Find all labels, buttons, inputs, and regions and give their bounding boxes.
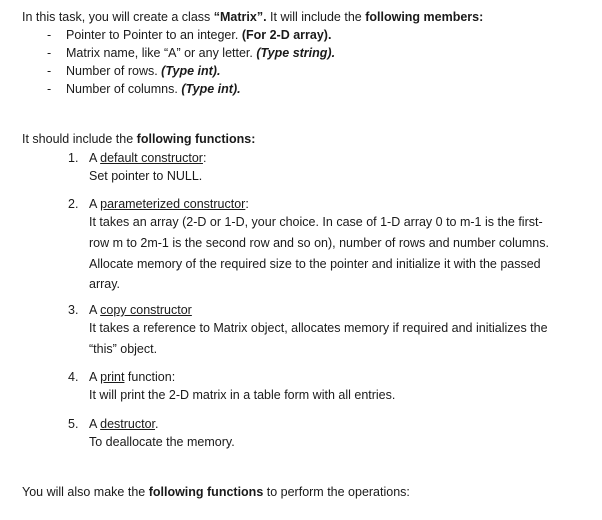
list-number: 1. bbox=[68, 151, 79, 165]
function-description: array. bbox=[89, 277, 121, 291]
outro-emphasis: following functions bbox=[148, 485, 264, 499]
list-number: 2. bbox=[68, 197, 79, 211]
list-number: 4. bbox=[68, 370, 79, 384]
function-description: row m to 2m-1 is the second row and so on), number of rows and number columns. bbox=[89, 236, 549, 250]
list-item bbox=[66, 45, 335, 61]
function-name: destructor bbox=[100, 417, 156, 431]
list-bullet: - bbox=[47, 28, 52, 42]
function-prefix: A bbox=[89, 417, 101, 431]
intro-paragraph bbox=[22, 9, 483, 25]
function-description: To deallocate the memory. bbox=[89, 435, 235, 449]
function-suffix: function: bbox=[124, 370, 176, 384]
member-text: Number of rows. bbox=[66, 64, 162, 78]
list-number: 5. bbox=[68, 417, 79, 431]
member-note: (Type string). bbox=[256, 46, 336, 60]
function-description: It takes a reference to Matrix object, allocates memory if required and initializes the bbox=[89, 321, 548, 335]
list-item bbox=[66, 81, 241, 97]
function-name: copy constructor bbox=[100, 303, 192, 317]
function-prefix: A bbox=[89, 370, 101, 384]
member-text: Number of columns. bbox=[66, 82, 182, 96]
function-prefix: A bbox=[89, 303, 101, 317]
function-description: “this” object. bbox=[89, 342, 158, 356]
member-note: (Type int). bbox=[161, 64, 221, 78]
function-name: parameterized constructor bbox=[100, 197, 246, 211]
function-description: Allocate memory of the required size to the pointer and initialize it with the passed bbox=[89, 257, 541, 271]
member-note: (Type int). bbox=[181, 82, 241, 96]
intro-mid: It will include the bbox=[266, 10, 366, 24]
class-name: “Matrix”. bbox=[213, 10, 267, 24]
member-text: Pointer to Pointer to an integer. bbox=[66, 28, 242, 42]
list-number: 3. bbox=[68, 303, 79, 317]
member-text: Matrix name, like “A” or any letter. bbox=[66, 46, 257, 60]
member-note: (For 2-D array). bbox=[241, 28, 332, 42]
function-title bbox=[89, 196, 249, 212]
intro-text: In this task, you will create a class bbox=[22, 10, 214, 24]
function-name: default constructor bbox=[100, 151, 203, 165]
members-emphasis: following members: bbox=[365, 10, 484, 24]
function-suffix: : bbox=[202, 151, 207, 165]
function-prefix: A bbox=[89, 151, 101, 165]
function-name: print bbox=[100, 370, 125, 384]
function-suffix: . bbox=[155, 417, 159, 431]
functions-heading-emphasis: following functions: bbox=[136, 132, 256, 146]
list-bullet: - bbox=[47, 64, 52, 78]
function-description: It takes an array (2-D or 1-D, your choice. In case of 1-D array 0 to m-1 is the first- bbox=[89, 215, 543, 229]
function-prefix: A bbox=[89, 197, 101, 211]
outro-text: You will also make the bbox=[22, 485, 149, 499]
function-description: It will print the 2-D matrix in a table form with all entries. bbox=[89, 388, 396, 402]
function-title bbox=[89, 150, 206, 166]
list-item bbox=[66, 63, 220, 79]
functions-heading-text: It should include the bbox=[22, 132, 137, 146]
function-suffix: : bbox=[245, 197, 249, 211]
outro-post: to perform the operations: bbox=[263, 485, 410, 499]
function-title bbox=[89, 416, 159, 432]
function-title bbox=[89, 302, 192, 318]
functions-heading bbox=[22, 131, 255, 147]
list-bullet: - bbox=[47, 46, 52, 60]
outro-paragraph bbox=[22, 484, 410, 500]
function-title bbox=[89, 369, 175, 385]
list-bullet: - bbox=[47, 82, 52, 96]
function-description: Set pointer to NULL. bbox=[89, 169, 203, 183]
list-item bbox=[66, 27, 331, 43]
